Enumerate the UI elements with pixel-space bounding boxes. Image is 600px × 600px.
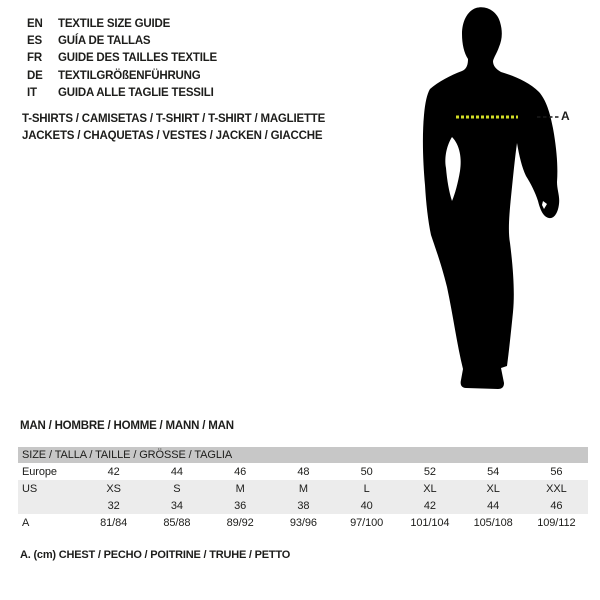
language-row — [27, 85, 217, 102]
size-cell: 89/92 — [226, 516, 254, 529]
size-cell: 44 — [487, 499, 500, 512]
size-table — [18, 447, 588, 531]
size-cell: 46 — [550, 499, 563, 512]
row-label: US — [22, 482, 38, 495]
size-cell: M — [235, 482, 245, 495]
man-silhouette-path — [423, 7, 559, 389]
size-cell: S — [173, 482, 181, 495]
language-row — [27, 67, 217, 84]
size-cell: XL — [423, 482, 437, 495]
table-row-europe — [18, 463, 588, 480]
language-row — [27, 32, 217, 49]
size-cell: XXL — [546, 482, 567, 495]
row-label: A — [22, 516, 30, 529]
size-cell: 42 — [423, 499, 436, 512]
figure-silhouette — [410, 5, 575, 390]
table-row-intl — [18, 497, 588, 514]
language-list — [27, 15, 217, 102]
size-cell: 34 — [170, 499, 183, 512]
size-cell: XL — [486, 482, 500, 495]
row-label: Europe — [22, 465, 57, 478]
size-cell: 38 — [297, 499, 310, 512]
table-row-us — [18, 480, 588, 497]
measure-label-a: A — [561, 109, 570, 123]
size-cell: 85/88 — [163, 516, 191, 529]
footnote-chest: A. (cm) CHEST / PECHO / POITRINE / TRUHE / PETTO — [20, 549, 291, 561]
man-silhouette-svg — [410, 5, 575, 390]
size-cell: 109/112 — [537, 516, 576, 529]
size-cell: XS — [106, 482, 121, 495]
category-line-jackets: JACKETS / CHAQUETAS / VESTES / JACKEN / GIACCHE — [22, 130, 323, 143]
language-code: FR — [27, 52, 42, 65]
size-cell: M — [298, 482, 308, 495]
language-code: DE — [27, 69, 43, 82]
size-cell: 48 — [297, 465, 310, 478]
table-row-a — [18, 514, 588, 531]
language-label: GUÍA DE TALLAS — [58, 35, 151, 48]
language-label: TEXTILE SIZE GUIDE — [58, 17, 171, 30]
size-cell: L — [363, 482, 370, 495]
size-cell: 52 — [423, 465, 436, 478]
size-cell: 105/108 — [473, 516, 513, 529]
size-cell: 42 — [107, 465, 120, 478]
size-cell: 50 — [360, 465, 373, 478]
language-label: GUIDE DES TAILLES TEXTILE — [58, 52, 217, 65]
size-cell: 54 — [487, 465, 500, 478]
category-line-tshirts: T-SHIRTS / CAMISETAS / T-SHIRT / T-SHIRT / MAGLIETTE — [22, 112, 326, 125]
language-row — [27, 15, 217, 32]
size-cell: 93/96 — [289, 516, 317, 529]
section-title-man: MAN / HOMBRE / HOMME / MANN / MAN — [20, 420, 234, 432]
language-label: GUIDA ALLE TAGLIE TESSILI — [58, 87, 214, 100]
category-lines — [22, 110, 325, 145]
size-cell: 32 — [107, 499, 120, 512]
language-label: TEXTILGRÖßENFÜHRUNG — [58, 69, 201, 82]
size-cell: 81/84 — [100, 516, 128, 529]
size-cell: 44 — [170, 465, 183, 478]
language-code: EN — [27, 17, 43, 30]
size-cell: 101/104 — [410, 516, 450, 529]
table-header-row: SIZE / TALLA / TAILLE / GRÖSSE / TAGLIA — [18, 447, 588, 463]
size-cell: 97/100 — [350, 516, 384, 529]
language-row — [27, 50, 217, 67]
language-code: ES — [27, 35, 42, 48]
size-cell: 40 — [360, 499, 373, 512]
size-cell: 56 — [550, 465, 563, 478]
size-cell: 36 — [234, 499, 247, 512]
size-cell: 46 — [234, 465, 247, 478]
language-code: IT — [27, 87, 37, 100]
